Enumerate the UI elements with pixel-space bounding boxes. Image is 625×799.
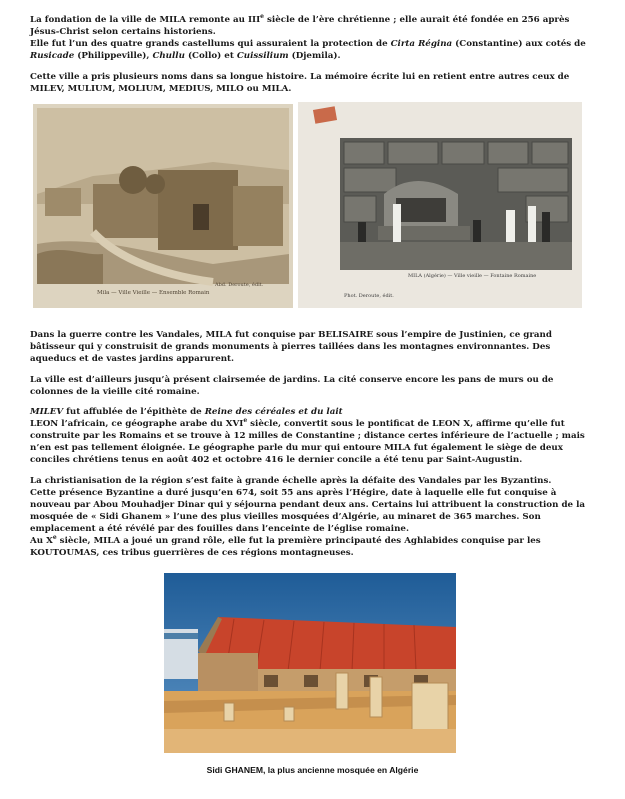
text-line bbox=[30, 487, 595, 499]
photo-mila-old-town-postcard bbox=[33, 104, 293, 308]
paragraph-milev bbox=[30, 406, 595, 466]
paragraph-gardens bbox=[30, 374, 595, 398]
text-segment: conciles chrétiens tenus en août 402 et octobre 416 le dernier concile a été tenu par Saint-Augustin. bbox=[30, 455, 523, 465]
postcard-left-publisher: Abd. Deroute, édit. bbox=[215, 282, 264, 288]
text-line bbox=[30, 50, 595, 62]
text-segment: (Philippeville), bbox=[74, 51, 153, 61]
text-segment: (Collo) et bbox=[184, 51, 237, 61]
text-line bbox=[30, 341, 595, 353]
photo-sidi-ghanem-mosque bbox=[164, 573, 456, 753]
text-segment: Jésus-Christ selon certains historiens. bbox=[30, 27, 216, 37]
text-line bbox=[30, 83, 595, 95]
italic-term: Rusicade bbox=[30, 51, 75, 61]
text-segment: (Djemila). bbox=[288, 51, 341, 61]
mosque-caption: Sidi GHANEM, la plus ancienne mosquée en Algérie bbox=[206, 765, 419, 775]
text-segment: Cette présence Byzantine a duré jusqu’en 674, soit 55 ans après l’Hégire, date à laquelle elle fut conquise à bbox=[30, 488, 557, 498]
text-line bbox=[30, 430, 595, 442]
paragraph-names bbox=[30, 71, 595, 95]
text-segment: siècle, convertit sous le pontificat de LEON X, affirme qu’elle fut bbox=[247, 419, 565, 429]
text-segment: siècle de l’ère chrétienne ; elle aurait été fondée en 256 après bbox=[263, 15, 570, 25]
text-segment: Cette ville a pris plusieurs noms dans sa longue histoire. La mémoire écrite lui en retient entre autres ceux de bbox=[30, 72, 570, 82]
text-line bbox=[30, 475, 595, 487]
text-line bbox=[30, 499, 595, 511]
text-segment: MILEV, MULIUM, MOLIUM, MEDIUS, MILO ou MILA. bbox=[30, 84, 292, 94]
superscript: e bbox=[243, 417, 248, 425]
text-line bbox=[30, 38, 595, 50]
text-segment: La christianisation de la région s’est faite à grande échelle après la défaite des Vandales par les Byzantins. bbox=[30, 476, 552, 486]
text-segment: siècle, MILA a joué un grand rôle, elle fut la première principauté des Aghlabides conquise par les bbox=[56, 536, 541, 546]
text-segment: fut affublée de l’épithète de bbox=[63, 407, 205, 417]
text-line bbox=[30, 14, 595, 26]
text-line bbox=[30, 511, 595, 523]
text-segment: LEON l’africain, ce géographe arabe du XVI bbox=[30, 419, 244, 429]
photo-mila-roman-fountain-postcard bbox=[298, 102, 582, 308]
paragraph-vandal-war bbox=[30, 329, 595, 365]
text-line bbox=[30, 329, 595, 341]
italic-term: MILEV bbox=[30, 407, 64, 417]
text-segment: bâtisseur qui y construisit de grands monuments à pierres taillées dans les montagnes environnantes. Des bbox=[30, 342, 551, 352]
text-segment: nouveau par Abou Mouhadjer Dinar qui y séjourna pendant deux ans. Certains lui attribuent la construction de la bbox=[30, 500, 585, 510]
text-line bbox=[30, 523, 595, 535]
text-line bbox=[30, 442, 595, 454]
text-segment: n’en est pas tellement éloignée. Le géographe parle du mur qui entoure MILA fut également le siège de deux bbox=[30, 443, 563, 453]
text-segment: (Constantine) aux cotés de bbox=[452, 39, 586, 49]
italic-term: Cuissilium bbox=[236, 51, 289, 61]
text-segment: La fondation de la ville de MILA remonte au III bbox=[30, 15, 261, 25]
superscript: e bbox=[52, 534, 57, 542]
text-line bbox=[30, 71, 595, 83]
superscript: e bbox=[260, 13, 264, 21]
paragraph-christianisation bbox=[30, 475, 595, 559]
text-line bbox=[30, 26, 595, 38]
text-line bbox=[30, 535, 595, 547]
text-line bbox=[30, 353, 595, 365]
text-line bbox=[30, 386, 595, 398]
text-line bbox=[30, 418, 595, 430]
italic-term: Reine des céréales et du lait bbox=[204, 407, 343, 417]
text-segment: mosquée de « Sidi Ghanem » l’une des plus vieilles mosquées d’Algérie, au minaret de 365 marches. Son bbox=[30, 512, 541, 522]
italic-term: Chullu bbox=[152, 51, 185, 61]
postcard-right-publisher: Phot. Deroute, édit. bbox=[344, 293, 394, 299]
text-segment: construite par les Romains et se trouve à 12 milles de Constantine ; distance certes inférieure de l’actuelle ; mais bbox=[30, 431, 585, 441]
italic-term: Cirta Régina bbox=[390, 39, 453, 49]
text-line bbox=[30, 374, 595, 386]
text-segment: Au X bbox=[30, 536, 53, 546]
postcard-left-caption: Mila — Ville Vieille — Ensemble Romain bbox=[97, 290, 210, 296]
text-segment: Elle fut l’un des quatre grands castellums qui assuraient la protection de bbox=[30, 39, 391, 49]
mosque-illustration bbox=[164, 573, 456, 753]
text-segment: La ville est d’ailleurs jusqu’à présent clairsemée de jardins. La cité conserve encore les pans de murs ou de bbox=[30, 375, 554, 385]
text-segment: emplacement a été révélé par des fouilles dans l’enceinte de l’église romaine. bbox=[30, 524, 409, 534]
text-segment: colonnes de la vieille cité romaine. bbox=[30, 387, 200, 397]
text-line bbox=[30, 406, 595, 418]
text-segment: Dans la guerre contre les Vandales, MILA fut conquise par BELISAIRE sous l’empire de Justinien, ce grand bbox=[30, 330, 552, 340]
paragraph-foundation bbox=[30, 14, 595, 62]
text-segment: KOUTOUMAS, ces tribus guerrières de ces régions montagneuses. bbox=[30, 548, 354, 558]
text-line bbox=[30, 547, 595, 559]
text-segment: aqueducs et de vastes jardins apparurent. bbox=[30, 354, 235, 364]
postcard-old-town-illustration bbox=[33, 104, 293, 308]
text-line bbox=[30, 454, 595, 466]
postcard-right-caption: MILA (Algérie) — Ville vieille — Fontaine Romaine bbox=[408, 273, 537, 279]
